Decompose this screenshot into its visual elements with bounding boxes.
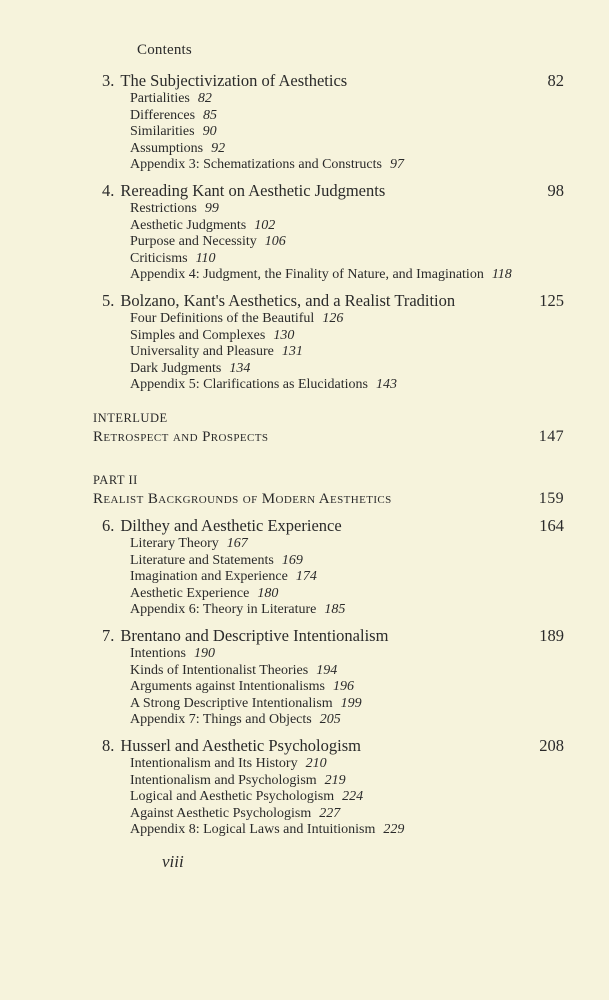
section-title: Purpose and Necessity [130,234,257,250]
section-title: A Strong Descriptive Intentionalism [130,695,333,711]
section-page: 224 [342,789,364,805]
section-entry[interactable] [130,311,564,328]
chapter-3 [102,71,564,174]
section-list [130,201,564,284]
chapter-number: 6. [102,516,115,535]
section-page: 169 [281,552,303,568]
section-entry[interactable] [130,377,564,394]
section-list [130,311,564,394]
running-head: Contents [137,42,192,58]
chapter-heading[interactable] [102,736,564,756]
section-entry[interactable] [130,536,564,553]
section-entry[interactable] [130,218,564,235]
section-entry[interactable] [130,696,564,713]
section-title: Imagination and Experience [130,569,288,585]
section-page: 130 [273,327,295,343]
section-title: Criticisms [130,250,188,266]
section-page: 90 [202,124,217,140]
section-title: Similarities [130,124,195,140]
chapter-8 [102,736,564,839]
section-title: Partialities [130,91,190,106]
section-page: 143 [375,377,397,393]
interlude-label: INTERLUDE [93,411,168,425]
section-entry[interactable] [130,234,564,251]
section-entry[interactable] [130,201,564,218]
section-list [130,756,564,839]
section-title: Aesthetic Judgments [130,217,247,233]
section-page: 229 [383,822,405,838]
section-page: 126 [322,311,344,326]
section-entry[interactable] [130,756,564,773]
section-title: Appendix 4: Judgment, the Finality of Nature, and Imagination [130,267,484,283]
section-entry[interactable] [130,251,564,268]
section-page: 190 [194,646,215,661]
section-entry[interactable] [130,91,564,108]
section-entry[interactable] [130,806,564,823]
part-label: PART II [93,473,138,487]
section-title: Logical and Aesthetic Psychologism [130,789,335,805]
chapter-heading[interactable] [102,71,564,91]
section-page: 82 [197,91,212,106]
chapter-page: 125 [539,291,564,310]
section-entry[interactable] [130,679,564,696]
section-title: Against Aesthetic Psychologism [130,805,312,821]
section-entry[interactable] [130,328,564,345]
chapter-4 [102,181,564,284]
chapter-number: 8. [102,736,115,755]
section-page: 110 [195,250,216,266]
section-title: Intentions [130,646,186,661]
part-heading[interactable] [93,489,564,509]
section-page: 205 [319,712,341,728]
section-title: Universality and Pleasure [130,344,274,360]
section-list [130,646,564,729]
section-entry[interactable] [130,773,564,790]
section-page: 185 [324,602,346,618]
section-page: 99 [204,201,219,216]
section-page: 196 [332,679,354,695]
section-entry[interactable] [130,712,564,729]
section-page: 174 [295,569,317,585]
section-page: 118 [491,267,512,283]
section-page: 131 [281,344,303,360]
chapter-number: 5. [102,291,115,310]
chapter-heading[interactable] [102,516,564,536]
section-page: 106 [264,234,286,250]
section-title: Intentionalism and Psychologism [130,772,317,788]
section-entry[interactable] [130,361,564,378]
chapter-title: Bolzano, Kant's Aesthetics, and a Realist Tradition [120,291,456,310]
section-title: Kinds of Intentionalist Theories [130,662,309,678]
chapter-number: 7. [102,626,115,645]
chapter-page: 164 [539,516,564,535]
section-entry[interactable] [130,157,564,174]
chapter-page: 98 [547,181,564,200]
section-page: 92 [211,140,226,156]
section-title: Intentionalism and Its History [130,756,298,771]
chapter-page: 82 [547,71,564,90]
section-title: Four Definitions of the Beautiful [130,311,315,326]
chapter-page: 189 [539,626,564,645]
section-entry[interactable] [130,553,564,570]
section-title: Simples and Complexes [130,327,266,343]
chapter-heading[interactable] [102,626,564,646]
section-title: Appendix 3: Schematizations and Constructs [130,157,382,173]
section-title: Appendix 7: Things and Objects [130,712,312,728]
section-entry[interactable] [130,663,564,680]
section-page: 199 [340,695,362,711]
section-page: 167 [226,536,248,551]
section-page: 85 [203,107,218,123]
section-entry[interactable] [130,789,564,806]
chapter-title: Dilthey and Aesthetic Experience [120,516,342,535]
section-title: Assumptions [130,140,204,156]
part-2-block [93,471,564,509]
section-page: 97 [389,157,404,173]
section-list [130,91,564,174]
interlude-title: Retrospect and Prospects [93,429,269,445]
section-entry[interactable] [130,344,564,361]
section-title: Appendix 6: Theory in Literature [130,602,317,618]
section-page: 102 [254,217,276,233]
chapter-number: 3. [102,71,115,90]
section-entry[interactable] [130,586,564,603]
section-entry[interactable] [130,646,564,663]
section-title: Literature and Statements [130,552,274,568]
section-title: Differences [130,107,196,123]
chapter-5 [102,291,564,394]
section-page: 134 [229,360,251,376]
chapter-6 [102,516,564,619]
section-page: 219 [324,772,346,788]
section-title: Dark Judgments [130,360,222,376]
chapter-heading[interactable] [102,181,564,201]
section-entry[interactable] [130,602,564,619]
section-title: Appendix 5: Clarifications as Elucidations [130,377,368,393]
chapter-title: Brentano and Descriptive Intentionalism [120,626,389,645]
section-title: Restrictions [130,201,197,216]
section-page: 194 [316,662,338,678]
section-entry[interactable] [130,822,564,839]
section-entry[interactable] [130,108,564,125]
chapter-title: The Subjectivization of Aesthetics [120,71,348,90]
section-entry[interactable] [130,267,564,284]
interlude-heading[interactable] [93,427,564,447]
section-title: Appendix 8: Logical Laws and Intuitionism [130,822,376,838]
chapter-page: 208 [539,736,564,755]
section-entry[interactable] [130,569,564,586]
page-folio: viii [162,852,184,871]
chapter-7 [102,626,564,729]
section-title: Literary Theory [130,536,219,551]
section-title: Aesthetic Experience [130,585,250,601]
chapter-title: Husserl and Aesthetic Psychologism [120,736,361,755]
chapter-title: Rereading Kant on Aesthetic Judgments [120,181,386,200]
section-title: Arguments against Intentionalisms [130,679,325,695]
chapter-number: 4. [102,181,115,200]
section-entry[interactable] [130,141,564,158]
section-list [130,536,564,619]
section-page: 180 [257,585,279,601]
interlude-block [93,409,564,447]
section-entry[interactable] [130,124,564,141]
part-page: 159 [538,490,564,507]
chapter-heading[interactable] [102,291,564,311]
section-page: 210 [305,756,327,771]
section-page: 227 [319,805,341,821]
interlude-page: 147 [538,428,564,445]
part-title: Realist Backgrounds of Modern Aesthetics [93,491,392,507]
